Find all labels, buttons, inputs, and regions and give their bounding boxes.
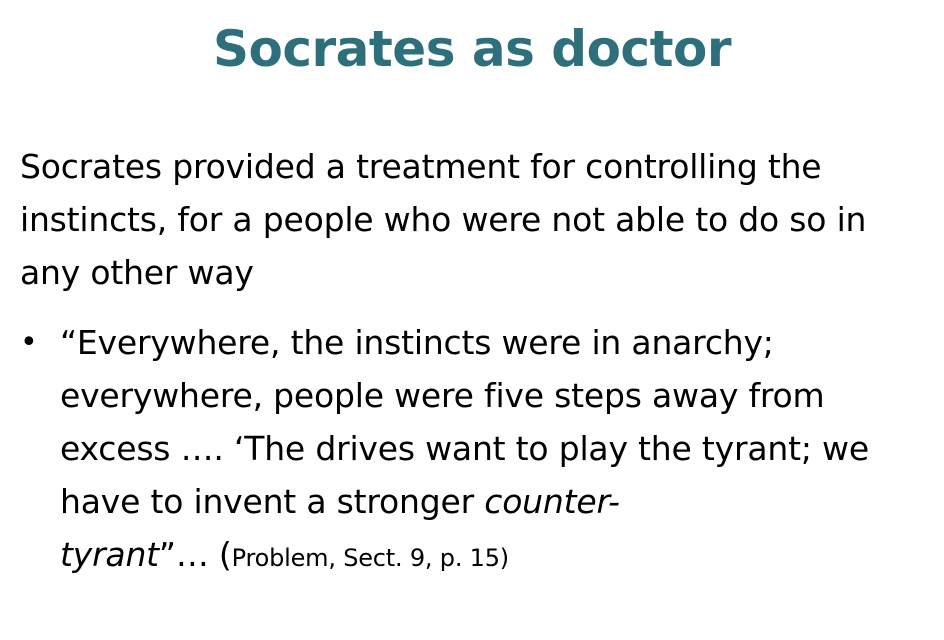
quote-close: ”… <box>158 535 219 574</box>
citation-paren: ( <box>218 535 232 574</box>
lead-paragraph: Socrates provided a treatment for controlling the instincts, for a people who were not able to do so in any other way <box>20 147 867 292</box>
bullet-marker: • <box>20 325 38 360</box>
quote-italic-tyrant: tyrant <box>60 535 159 574</box>
quote-italic-counter: counter- <box>484 482 620 521</box>
bullet-quote <box>60 316 910 585</box>
quote-text: “Everywhere, the instincts were in anarchy; everywhere, people were five steps away from excess …. ‘The drives want to play the tyrant; we have to invent a stronger <box>60 323 869 521</box>
citation: Problem, Sect. 9, p. 15) <box>231 544 509 572</box>
slide-title: Socrates as doctor <box>213 20 731 78</box>
